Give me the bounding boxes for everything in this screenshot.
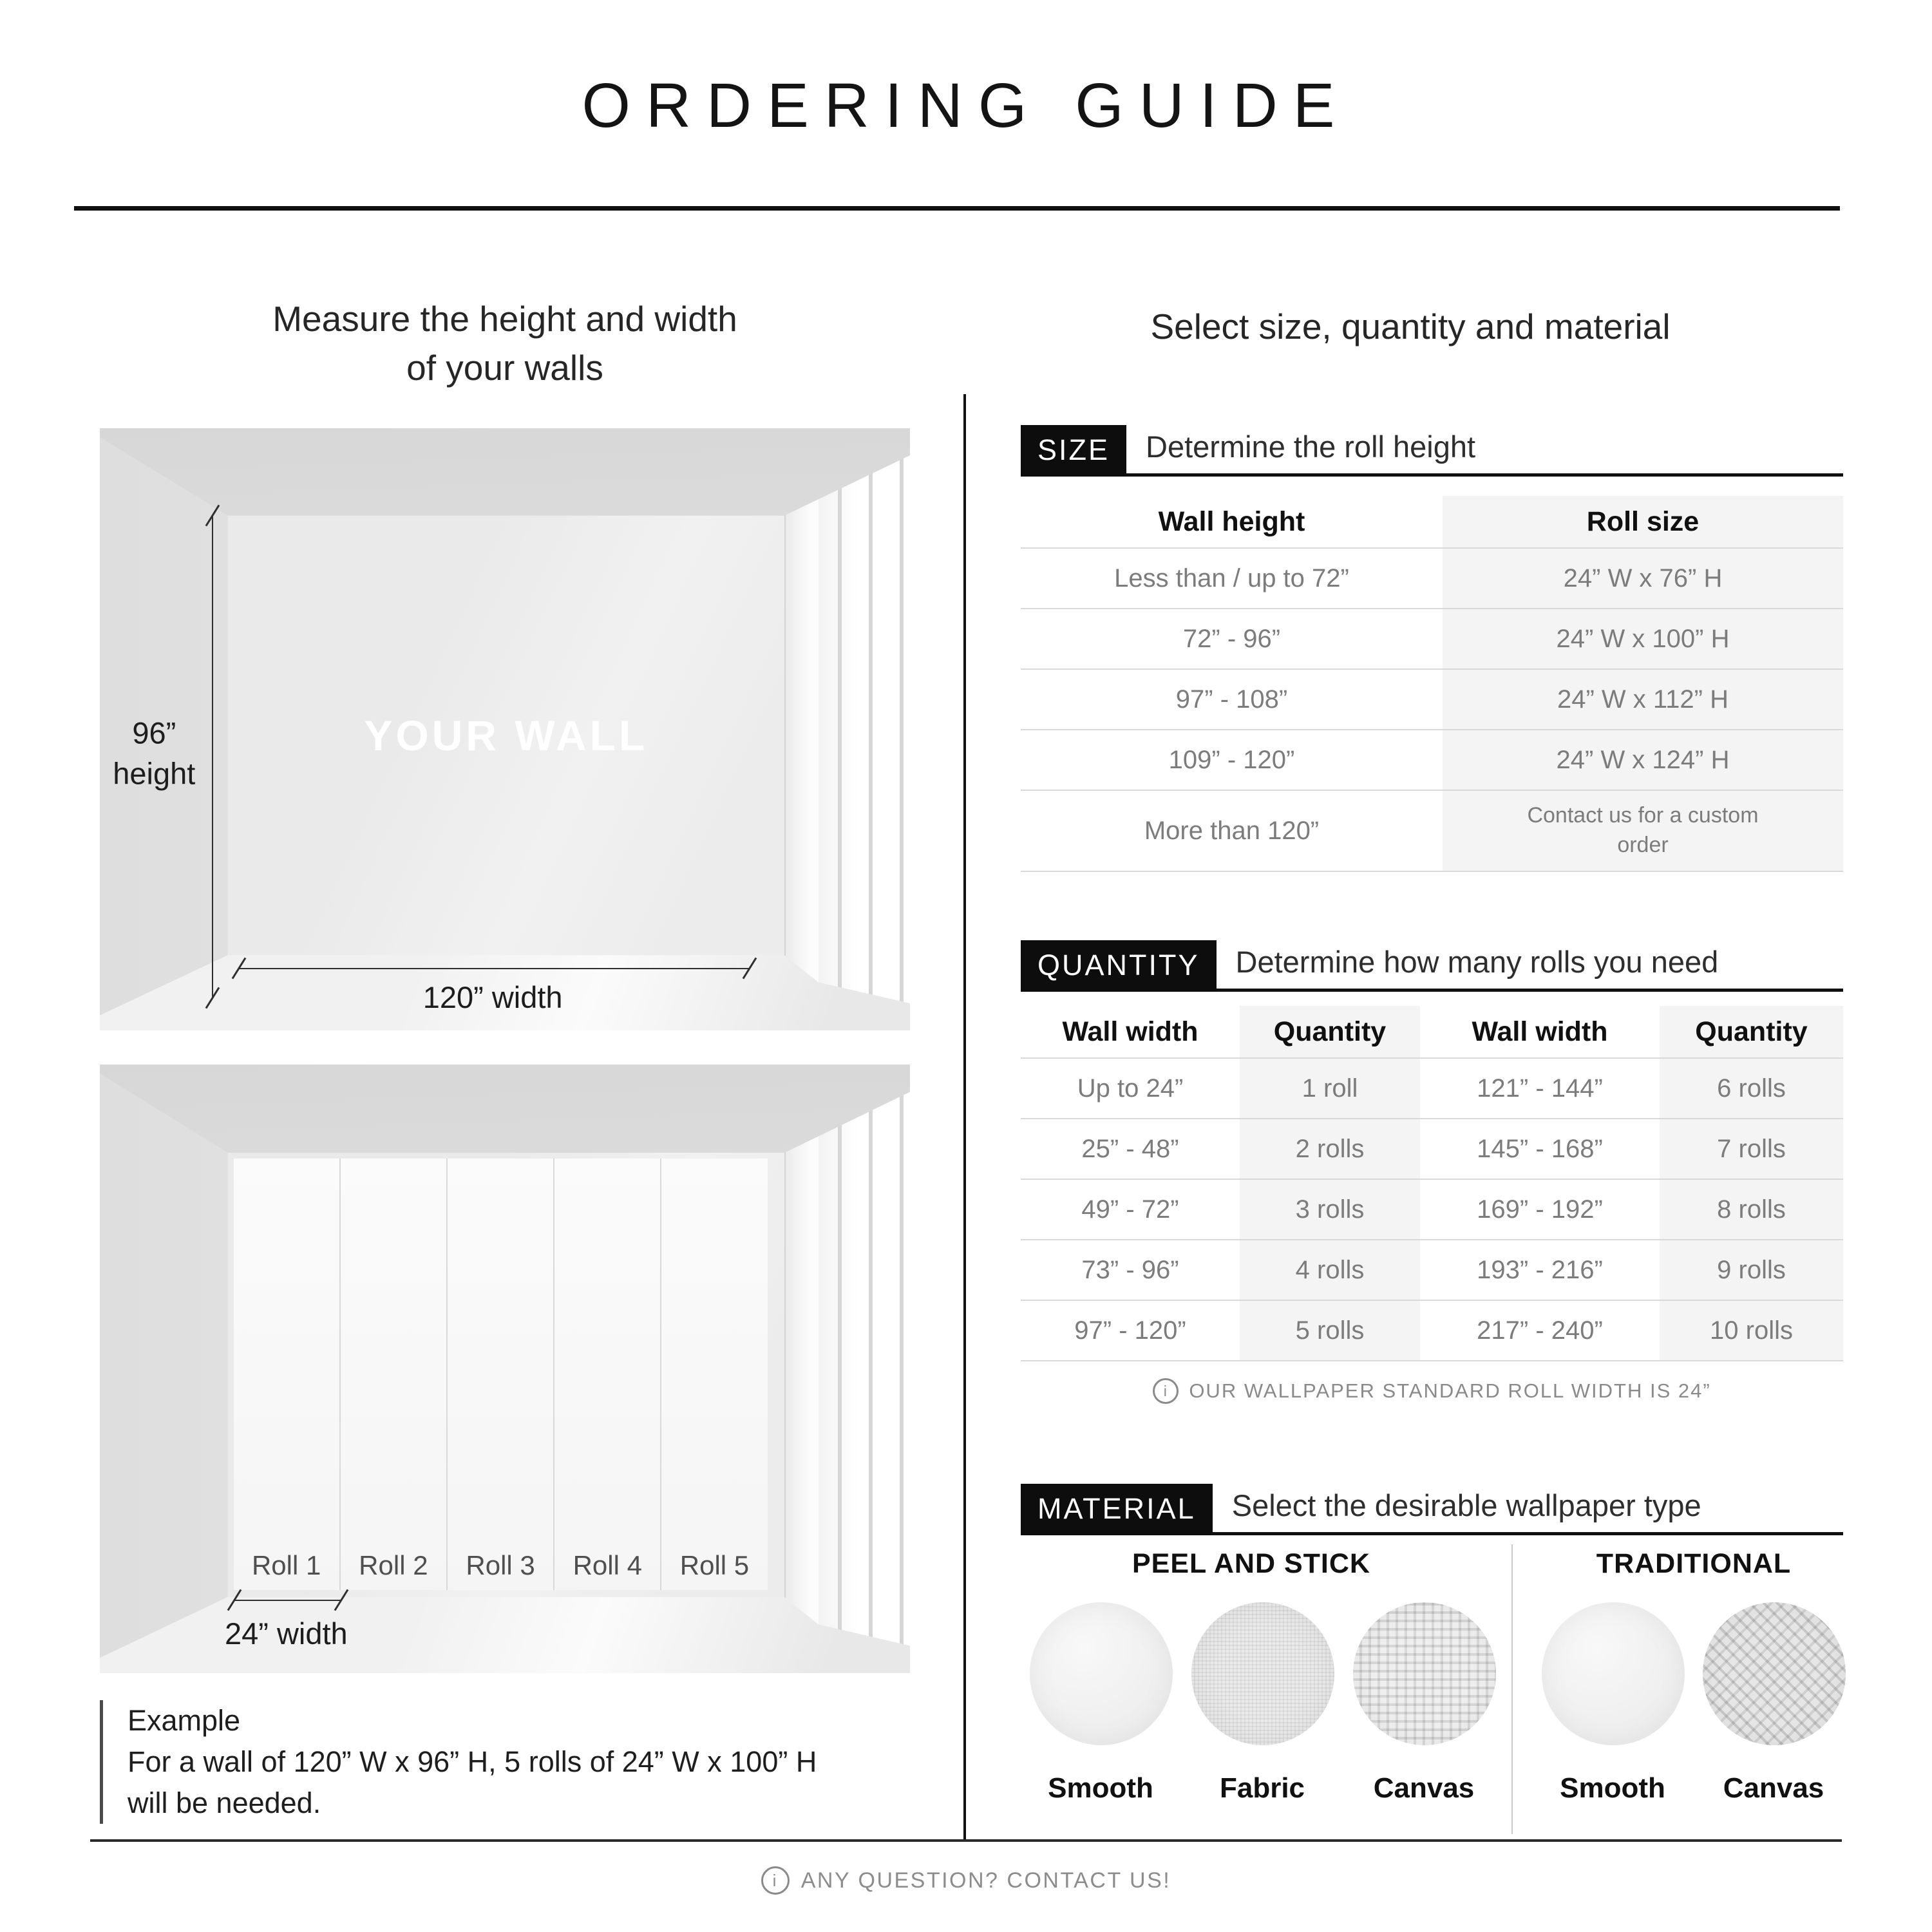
quantity-cell: 2 rolls — [1240, 1119, 1420, 1179]
wall-width-cell: 97” - 120” — [1074, 1316, 1186, 1345]
size-table-row — [1021, 547, 1843, 608]
width-dimension-label: 120” width — [422, 980, 563, 1015]
swatch-label: Canvas — [1373, 1772, 1475, 1804]
group-peel-and-stick: PEEL AND STICK — [1132, 1548, 1370, 1579]
room-illustration-rolls — [100, 1065, 910, 1673]
quantity-cell: 1 roll — [1240, 1059, 1420, 1118]
roll-size-cell: 24” W x 124” H — [1443, 730, 1843, 790]
swatch-fabric — [1191, 1602, 1334, 1745]
size-table-row — [1021, 668, 1843, 729]
select-heading: Select size, quantity and material — [1150, 307, 1671, 346]
example-line1: For a wall of 120” W x 96” H, 5 rolls of 24” W x 100” H — [128, 1745, 817, 1778]
wall-width-cell: 169” - 192” — [1477, 1195, 1603, 1224]
quantity-cell: 8 rolls — [1660, 1180, 1843, 1239]
your-wall-label: YOUR WALL — [364, 711, 649, 759]
quantity-cell: 9 rolls — [1660, 1240, 1843, 1300]
size-subtitle: Determine the roll height — [1146, 430, 1476, 464]
quantity-cell: 4 rolls — [1240, 1240, 1420, 1300]
wall-width-cell: 121” - 144” — [1477, 1074, 1603, 1103]
example-block — [100, 1700, 931, 1824]
roll-size-cell: 24” W x 76” H — [1443, 549, 1843, 608]
quantity-cell: 5 rolls — [1240, 1301, 1420, 1360]
roll-panel — [234, 1159, 341, 1589]
wall-height-cell: 97” - 108” — [1175, 685, 1288, 714]
window-mullion — [900, 428, 904, 1012]
roll-size-cell: 24” W x 112” H — [1443, 670, 1843, 729]
window-mullion — [900, 1065, 904, 1655]
example-title: Example — [128, 1704, 241, 1737]
size-table-row — [1021, 608, 1843, 668]
quantity-cell: 10 rolls — [1660, 1301, 1843, 1360]
size-section-header — [1021, 425, 1843, 477]
window-pillar — [784, 1119, 820, 1631]
roll-panel — [448, 1159, 554, 1589]
quantity-cell: 3 rolls — [1240, 1180, 1420, 1239]
roll-panel — [661, 1159, 767, 1589]
roll-label: Roll 3 — [466, 1549, 535, 1580]
wall-width-cell: 145” - 168” — [1477, 1134, 1603, 1163]
info-icon — [1153, 1378, 1179, 1404]
swatch-label: Fabric — [1219, 1772, 1305, 1804]
wall-width-cell: 217” - 240” — [1477, 1316, 1603, 1345]
wall-height-cell: More than 120” — [1144, 816, 1320, 845]
quantity-table-row — [1021, 1239, 1843, 1300]
size-table — [1021, 496, 1843, 872]
size-table-row — [1021, 790, 1843, 871]
window-mullion — [838, 1065, 842, 1655]
size-badge: SIZE — [1021, 425, 1126, 477]
window-mullion — [869, 428, 873, 1012]
quantity-table-row — [1021, 1118, 1843, 1179]
quantity-badge: QUANTITY — [1021, 940, 1217, 992]
height-dimension-label — [100, 712, 209, 794]
room-illustration-measure — [100, 428, 910, 1030]
material-badge: MATERIAL — [1021, 1484, 1213, 1535]
measure-heading — [100, 295, 910, 393]
swatch-canvas — [1353, 1602, 1496, 1745]
roll-width-dimension-label: 24” width — [224, 1616, 348, 1651]
size-table-header-row — [1021, 496, 1843, 547]
wall-height-cell: 72” - 96” — [1182, 624, 1281, 653]
quantity-table-row — [1021, 1300, 1843, 1360]
swatch-label: Canvas — [1723, 1772, 1824, 1804]
wall-width-header: Wall width — [1472, 1016, 1608, 1047]
material-group-divider — [1511, 1544, 1513, 1834]
your-wall — [228, 516, 784, 956]
height-word: height — [113, 756, 196, 791]
custom-order-text: Contact us for a custom order — [1527, 803, 1759, 857]
roll-panel — [554, 1159, 661, 1589]
wall-width-cell: Up to 24” — [1077, 1074, 1184, 1103]
info-icon — [761, 1866, 790, 1895]
height-dimension-line — [212, 516, 213, 998]
quantity-table-header-row — [1021, 1006, 1843, 1057]
quantity-header: Quantity — [1660, 1006, 1843, 1057]
quantity-subtitle: Determine how many rolls you need — [1235, 945, 1719, 979]
roll-label: Roll 2 — [359, 1549, 428, 1580]
title-divider — [74, 206, 1840, 211]
roll-label: Roll 4 — [573, 1549, 642, 1580]
window — [819, 1065, 910, 1655]
measure-heading-line2: of your walls — [406, 347, 603, 388]
window-mullion — [838, 428, 842, 1012]
column-divider — [963, 394, 966, 1840]
width-dimension-line — [239, 968, 750, 969]
roll-width-note — [1021, 1378, 1843, 1404]
quantity-table-row — [1021, 1057, 1843, 1118]
size-table-row — [1021, 729, 1843, 790]
footer — [0, 1866, 1932, 1895]
height-value: 96” — [132, 715, 176, 750]
wall-height-cell: Less than / up to 72” — [1114, 564, 1349, 592]
quantity-cell: 6 rolls — [1660, 1059, 1843, 1118]
footer-text: ANY QUESTION? CONTACT US! — [800, 1868, 1171, 1893]
roll-size-cell — [1443, 791, 1843, 871]
window-mullion — [869, 1065, 873, 1655]
quantity-header: Quantity — [1240, 1006, 1420, 1057]
wall-width-cell: 49” - 72” — [1081, 1195, 1179, 1224]
quantity-table-row — [1021, 1179, 1843, 1239]
roll-label: Roll 5 — [679, 1549, 750, 1580]
page-title: ORDERING GUIDE — [582, 70, 1350, 140]
roll-width-note-text: OUR WALLPAPER STANDARD ROLL WIDTH IS 24” — [1189, 1379, 1711, 1402]
size-col-roll-size: Roll size — [1443, 496, 1843, 547]
swatch-label: Smooth — [1048, 1772, 1153, 1804]
footer-divider — [90, 1839, 1842, 1842]
wall-width-header: Wall width — [1062, 1016, 1198, 1047]
quantity-cell: 7 rolls — [1660, 1119, 1843, 1179]
quantity-section-header — [1021, 940, 1843, 992]
roll-panels — [234, 1159, 768, 1589]
roll-width-dimension-line — [234, 1600, 341, 1601]
size-col-wall-height: Wall height — [1158, 506, 1305, 537]
swatch-smooth-traditional — [1542, 1602, 1685, 1745]
wall-height-cell: 109” - 120” — [1168, 745, 1295, 774]
swatch-smooth — [1030, 1602, 1173, 1745]
roll-label: Roll 1 — [251, 1549, 321, 1580]
measure-heading-line1: Measure the height and width — [272, 299, 737, 339]
wall-width-cell: 25” - 48” — [1081, 1134, 1179, 1163]
wall-width-cell: 193” - 216” — [1477, 1255, 1603, 1284]
group-traditional: TRADITIONAL — [1596, 1548, 1792, 1579]
example-line2: will be needed. — [128, 1786, 321, 1819]
material-section-header — [1021, 1484, 1843, 1535]
swatch-label: Smooth — [1560, 1772, 1665, 1804]
roll-panel — [341, 1159, 448, 1589]
roll-size-cell: 24” W x 100” H — [1443, 609, 1843, 668]
window-pillar — [784, 482, 820, 988]
material-subtitle: Select the desirable wallpaper type — [1231, 1488, 1701, 1522]
window — [819, 428, 910, 1012]
swatch-canvas-traditional — [1703, 1602, 1846, 1745]
quantity-table — [1021, 1006, 1843, 1361]
wall-width-cell: 73” - 96” — [1081, 1255, 1179, 1284]
